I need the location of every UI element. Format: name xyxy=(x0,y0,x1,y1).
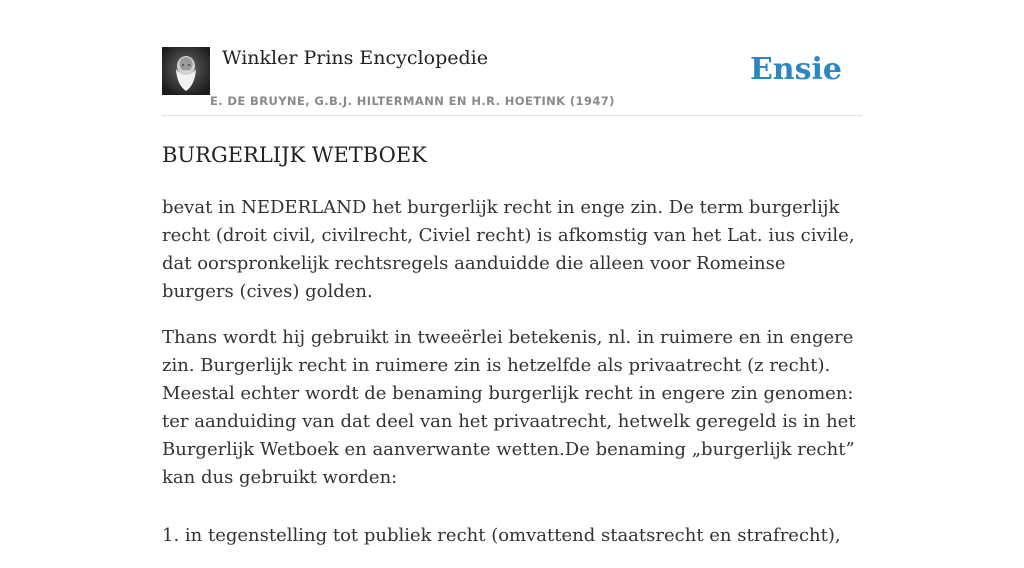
article-paragraph: bevat in NEDERLAND het burgerlijk recht in enge zin. De term burgerlijk recht (droit civil, civilrecht, Civiel recht) is afkomstig van het Lat. ius civile, dat oorspronkelijk rechtsregels aanduidde die alleen voor Romeinse burgers (cives) golden. xyxy=(162,197,855,302)
ensie-logo[interactable]: Ensie xyxy=(749,52,842,87)
article-list-item: 1. in tegenstelling tot publiek recht (omvattend staatsrecht en strafrecht), xyxy=(162,525,841,546)
article-paragraph: Thans wordt hij gebruikt in tweeërlei betekenis, nl. in ruimere en in engere zin. Burgerlijk recht in ruimere zin is hetzelfde als privaatrecht (z recht). Meestal echter wordt de benaming burgerlijk recht in engere zin genomen: ter aanduiding van dat deel van het privaatrecht, hetwelk geregeld is in het Burgerlijk Wetboek en aanverwante wetten.De benaming „burgerlijk recht” kan dus gebruikt worden: xyxy=(162,327,856,488)
article-title: BURGERLIJK WETBOEK xyxy=(162,143,427,167)
site-header xyxy=(162,46,862,116)
authors-line: E. DE BRUYNE, G.B.J. HILTERMANN EN H.R. HOETINK (1947) xyxy=(210,94,615,108)
bearded-man-portrait-icon[interactable] xyxy=(162,47,210,95)
site-title[interactable]: Winkler Prins Encyclopedie xyxy=(222,47,488,69)
article-content xyxy=(162,138,862,568)
